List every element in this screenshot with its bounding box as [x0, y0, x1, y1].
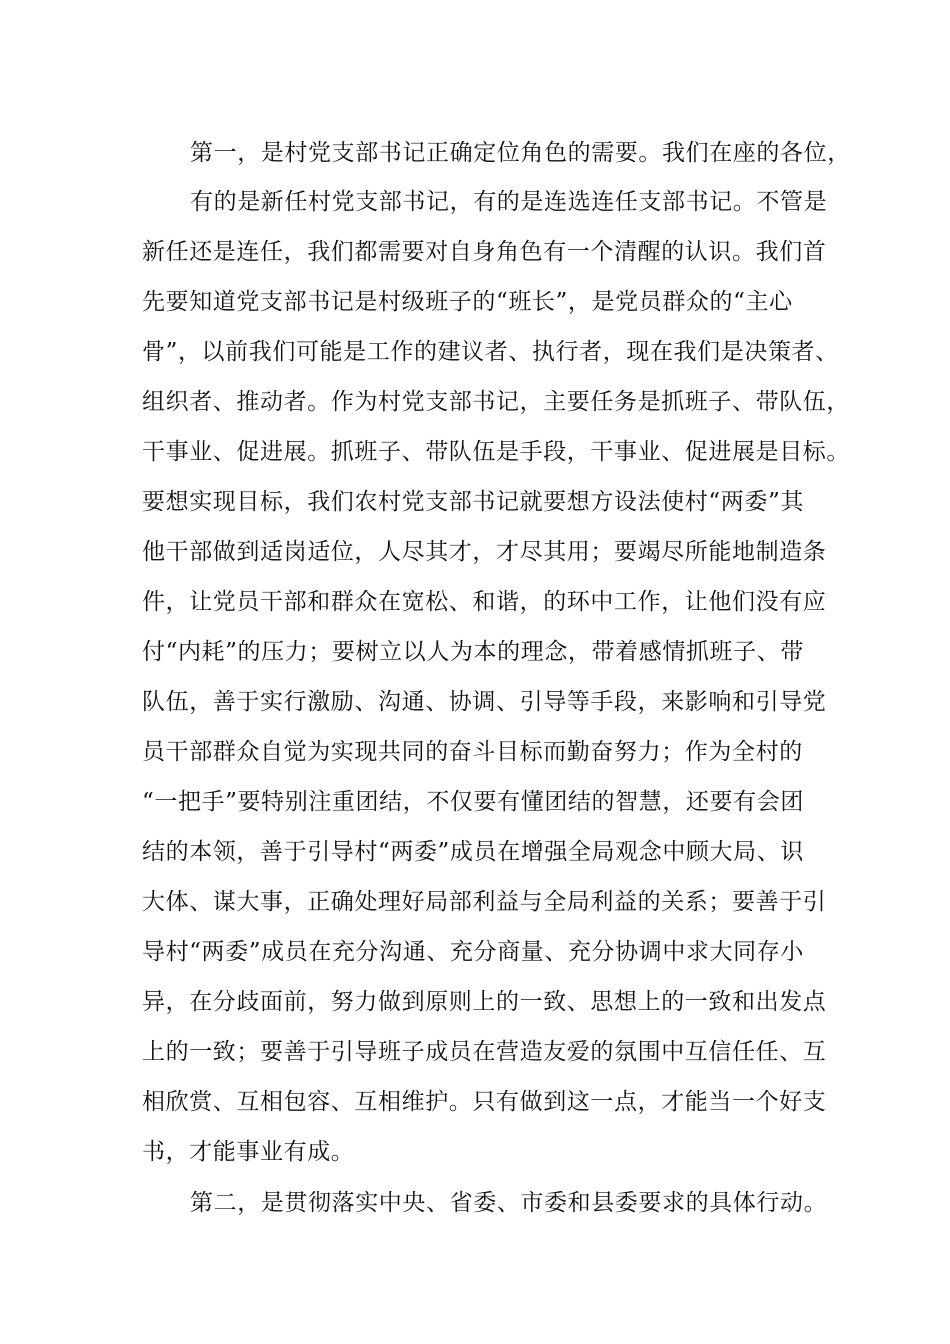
paragraph-line: 第二，是贯彻落实中央、省委、市委和县委要求的具体行动。: [190, 1190, 828, 1216]
paragraph-line: 先要知道党支部书记是村级班子的“班长”，是党员群众的“主心: [142, 289, 793, 315]
paragraph-line: 付“内耗”的压力；要树立以人为本的理念，带着感情抓班子、带: [142, 639, 804, 665]
paragraph-line: 有的是新任村党支部书记，有的是连选连任支部书记。不管是: [190, 189, 828, 215]
paragraph-line: 新任还是连任，我们都需要对自身角色有一个清醒的认识。我们首: [142, 239, 827, 265]
paragraph-line: 相欣赏、互相包容、互相维护。只有做到这一点，才能当一个好支: [142, 1089, 827, 1115]
paragraph-line: 他干部做到适岗适位，人尽其才，才尽其用；要竭尽所能地制造条: [142, 539, 827, 565]
paragraph-line: 组织者、推动者。作为村党支部书记，主要任务是抓班子、带队伍，: [142, 389, 850, 415]
paragraph-line: 件，让党员干部和群众在宽松、和谐，的环中工作，让他们没有应: [142, 589, 827, 615]
paragraph-line: 结的本领，善于引导村“两委”成员在增强全局观念中顾大局、识: [142, 839, 804, 865]
paragraph-line: 干事业、促进展。抓班子、带队伍是手段，干事业、促进展是目标。: [142, 439, 850, 465]
paragraph-line: 骨”，以前我们可能是工作的建议者、执行者，现在我们是决策者、: [142, 339, 839, 365]
paragraph-line: 导村“两委”成员在充分沟通、充分商量、充分协调中求大同存小: [142, 939, 804, 965]
paragraph-line: 上的一致；要善于引导班子成员在营造友爱的氛围中互信任任、互: [142, 1039, 827, 1065]
paragraph-line: “一把手”要特别注重团结，不仅要有懂团结的智慧，还要有会团: [142, 789, 804, 815]
paragraph-line: 异，在分歧面前，努力做到原则上的一致、思想上的一致和出发点: [142, 989, 827, 1015]
paragraph-line: 要想实现目标，我们农村党支部书记就要想方设法使村“两委”其: [142, 489, 804, 515]
paragraph-line: 员干部群众自觉为实现共同的奋斗目标而勤奋努力；作为全村的: [142, 739, 803, 765]
paragraph-line: 大体、谋大事，正确处理好局部利益与全局利益的关系；要善于引: [142, 889, 827, 915]
paragraph-line: 队伍，善于实行激励、沟通、协调、引导等手段，来影响和引导党: [142, 689, 827, 715]
paragraph-line: 书，才能事业有成。: [142, 1139, 355, 1165]
paragraph-line: 第一，是村党支部书记正确定位角色的需要。我们在座的各位，: [190, 140, 851, 166]
